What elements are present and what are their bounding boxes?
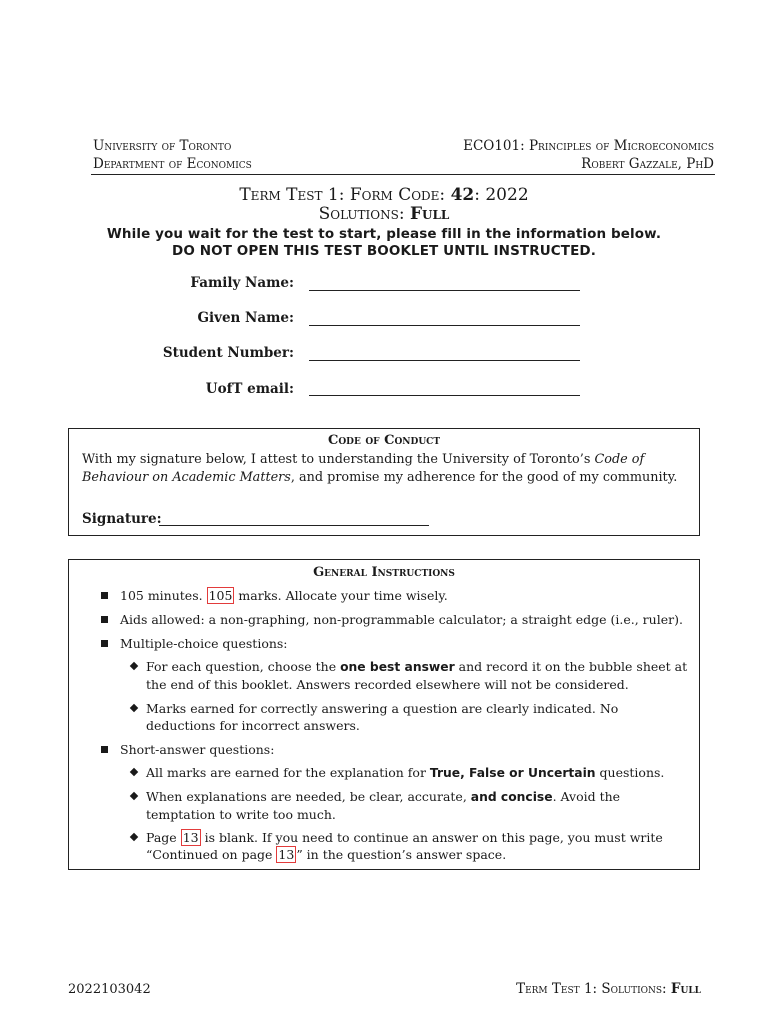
- header-right: [463, 137, 714, 173]
- student-number-label: Student Number:: [162, 345, 294, 361]
- marks-reference-link[interactable]: 105: [208, 588, 233, 603]
- square-bullet-icon: [101, 616, 108, 623]
- notice-line2: DO NOT OPEN THIS TEST BOOKLET UNTIL INSTRUCTED.: [172, 243, 596, 259]
- square-bullet-icon: [101, 592, 108, 599]
- list-item: Multiple-choice questions:: [101, 635, 710, 652]
- footer-code: 2022103042: [68, 982, 151, 997]
- given-name-field[interactable]: [309, 325, 580, 326]
- course-name: Principles of Microeconomics: [528, 138, 714, 154]
- signature-field[interactable]: [159, 525, 429, 526]
- page-reference-link[interactable]: 13: [182, 830, 199, 845]
- list-item: Short-answer questions:: [101, 741, 710, 758]
- student-number-field[interactable]: [309, 360, 580, 361]
- general-instructions-title: General Instructions: [313, 565, 455, 580]
- instructor-name: Robert Gazzale, PhD: [581, 156, 714, 172]
- list-item: All marks are earned for the explanation for True, False or Uncertain questions.: [129, 764, 691, 782]
- list-item: 105 minutes. 105 marks. Allocate your time wisely.: [101, 587, 710, 604]
- square-bullet-icon: [101, 640, 108, 647]
- diamond-bullet-icon: [130, 792, 138, 800]
- diamond-bullet-icon: [130, 768, 138, 776]
- test-title: [0, 186, 768, 224]
- department-name: Department of Economics: [93, 156, 252, 172]
- university-name: University of Toronto: [93, 138, 232, 154]
- course-code: ECO101:: [463, 138, 529, 154]
- diamond-bullet-icon: [130, 833, 138, 841]
- title-prefix: Term Test 1: Form Code:: [239, 185, 451, 205]
- course-title: [463, 137, 714, 155]
- square-bullet-icon: [101, 746, 108, 753]
- diamond-bullet-icon: [130, 662, 138, 670]
- code-of-conduct-title: Code of Conduct: [327, 433, 441, 448]
- list-item: Marks earned for correctly answering a question are clearly indicated. No deductions for incorrect answers.: [129, 700, 691, 734]
- footer-title: Term Test 1: Solutions: Full: [516, 981, 701, 997]
- solutions-label: Solutions:: [318, 204, 410, 224]
- header-left: [93, 137, 252, 173]
- list-item: For each question, choose the one best answer and record it on the bubble sheet at the end of this booklet. Answers recorded elsewhere will not be considered.: [129, 658, 691, 693]
- form-code: 42: [450, 185, 475, 205]
- page-reference-link[interactable]: 13: [278, 847, 295, 862]
- code-of-behaviour-title: Code of Behaviour on Academic Matters: [82, 452, 645, 485]
- solutions-value: Full: [409, 204, 450, 224]
- code-of-conduct-text: With my signature below, I attest to understanding the University of Toronto’s Code of Behaviour on Academic Matters, and promise my adherence for the good of my community.: [82, 452, 678, 485]
- list-item: Aids allowed: a non-graphing, non-programmable calculator; a straight edge (i.e., ruler).: [101, 611, 710, 628]
- notice-line1: While you wait for the test to start, please fill in the information below.: [106, 226, 662, 242]
- family-name-label: Family Name:: [190, 275, 294, 291]
- family-name-field[interactable]: [309, 290, 580, 291]
- list-item: Page 13 is blank. If you need to continue an answer on this page, you must write “Continued on page 13 ” in the question’s answer space.: [129, 829, 691, 863]
- uoft-email-label: UofT email:: [205, 381, 294, 397]
- diamond-bullet-icon: [130, 704, 138, 712]
- uoft-email-field[interactable]: [309, 395, 580, 396]
- general-instructions-box: [68, 559, 700, 870]
- given-name-label: Given Name:: [197, 310, 294, 326]
- title-suffix: : 2022: [474, 185, 529, 205]
- list-item: When explanations are needed, be clear, accurate, and concise. Avoid the temptation to write too much.: [129, 788, 691, 823]
- header-rule: [91, 174, 715, 175]
- signature-label: Signature:: [82, 511, 162, 527]
- code-of-conduct-box: [68, 428, 700, 536]
- notice: [0, 226, 768, 260]
